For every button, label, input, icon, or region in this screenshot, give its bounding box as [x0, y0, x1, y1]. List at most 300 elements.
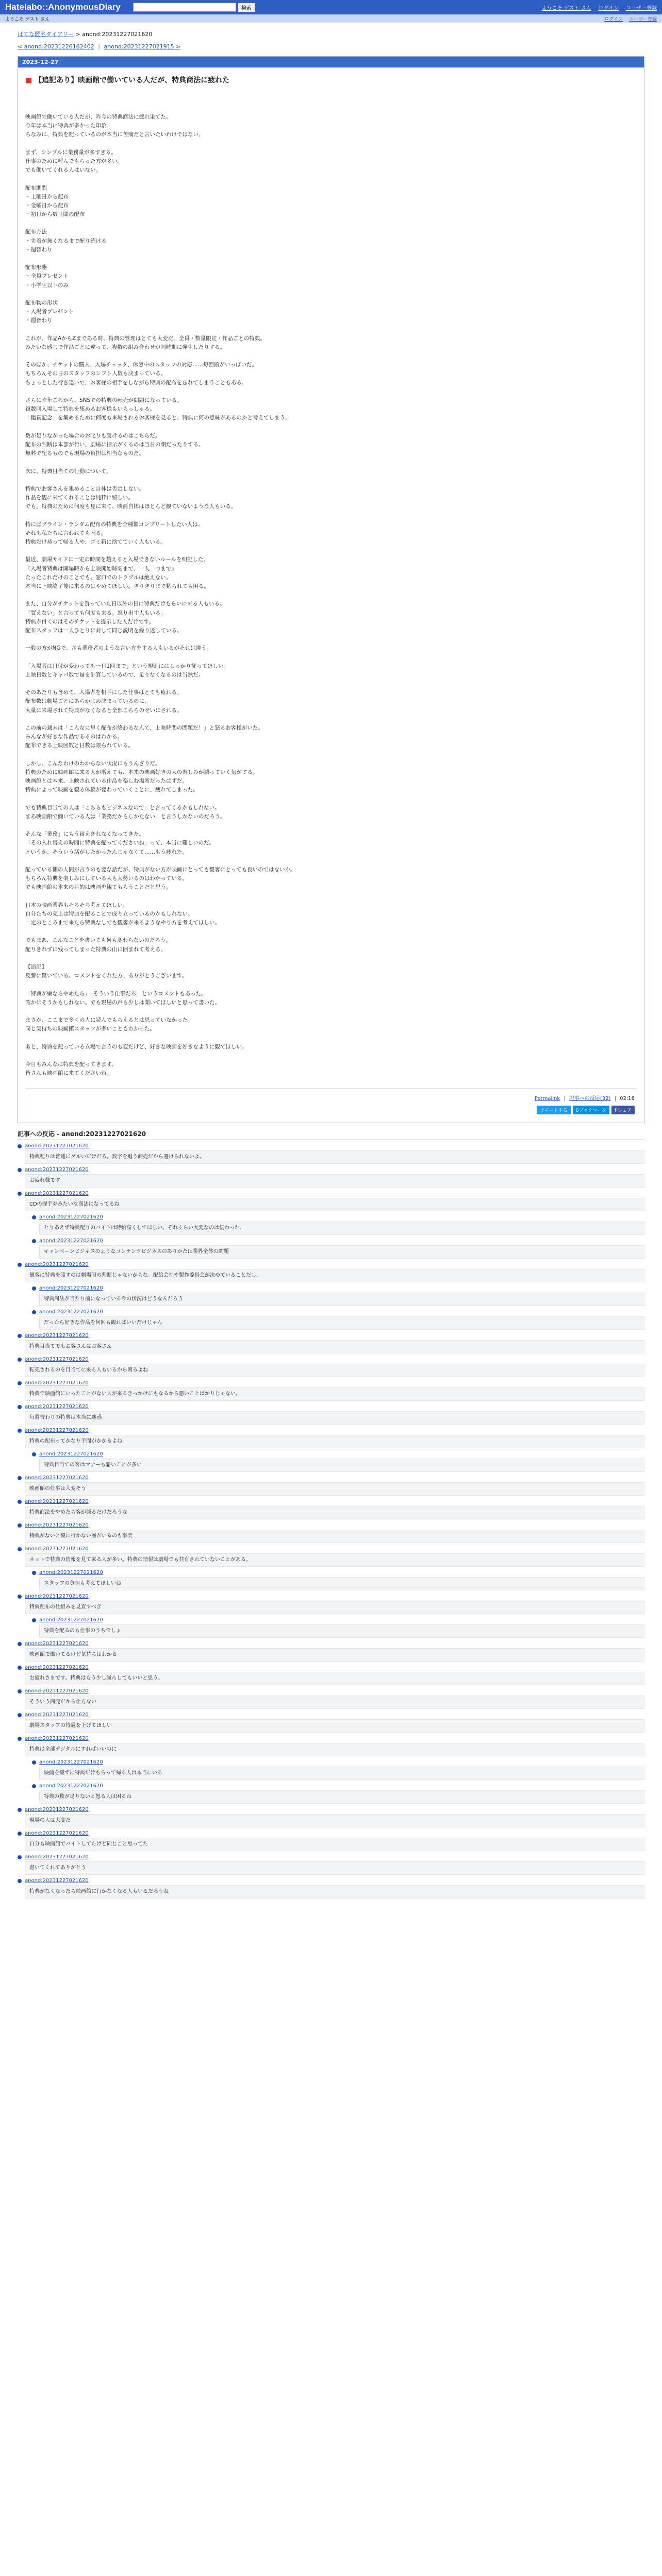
bookmark-reactions-link[interactable]: 記事への反応(32): [569, 1096, 611, 1102]
trackback-excerpt: CDの握手券みたいな商法になってるね: [25, 1198, 644, 1211]
trackback-excerpt: 特典商法をやめたら客が減るだけだろうな: [25, 1506, 644, 1519]
trackback-item: [32, 1309, 644, 1330]
bullet-icon: [18, 1595, 22, 1599]
trackback-head: [18, 1428, 644, 1433]
bullet-icon: [32, 1784, 36, 1788]
bullet-icon: [32, 1452, 36, 1456]
trackback-head: [18, 1641, 644, 1647]
trackback-item: [32, 1570, 644, 1590]
entry-body-line: 仕事のために呼んでもらった方が多い。: [25, 158, 123, 164]
prev-entry-link[interactable]: < anond:20231226162402: [18, 43, 94, 50]
site-logo[interactable]: Hatelabo::AnonymousDiary: [5, 2, 121, 12]
trackback-link[interactable]: anond:20231227021620: [39, 1570, 103, 1576]
trackback-head: [32, 1783, 644, 1789]
title-marker-icon: ■: [25, 76, 32, 84]
trackback-head: [18, 1807, 644, 1812]
bullet-icon: [18, 1405, 22, 1409]
trackback-item: [18, 1878, 644, 1899]
bullet-icon: [32, 1215, 36, 1219]
bullet-icon: [18, 1192, 22, 1196]
entry-body-line: ・入場者プレゼント: [25, 309, 74, 315]
hatena-bookmark-button[interactable]: Bブックマーク: [573, 1106, 610, 1114]
trackback-head: [18, 1712, 644, 1718]
entry-body-line: [25, 892, 637, 901]
bullet-icon: [32, 1618, 36, 1622]
trackback-link[interactable]: anond:20231227021620: [25, 1333, 89, 1339]
entry-body-line: 配布数は劇場ごとにあらかじめ決まっているのに、: [25, 698, 150, 705]
trackback-head: [32, 1285, 644, 1291]
entry-body-line: 配布できる上映回数と日数は限られている。: [25, 742, 134, 749]
entry-body-line: 映画館とは本来、上映されている作品を楽しむ場所だったはずだ。: [25, 778, 188, 785]
trackback-link[interactable]: anond:20231227021620: [39, 1238, 103, 1244]
trackback-item: [18, 1854, 644, 1875]
trackback-head: [32, 1570, 644, 1575]
entry-body-line: 【追記】: [25, 964, 47, 970]
entry-body-line: [25, 591, 637, 600]
trackback-item: [32, 1759, 644, 1780]
entry-body-line: 日本の映画業界もそろそろ考えてほしい。: [25, 902, 128, 908]
bullet-icon: [32, 1239, 36, 1243]
trackback-excerpt: 自分も映画館でバイトしてたけど同じこと思ってた: [25, 1838, 644, 1851]
breadcrumb: [0, 23, 662, 43]
entry-body-line: 今年は本当に特典が多かった印象。: [25, 123, 112, 129]
trackback-excerpt: 特典は全部デジタルにすればいいのに: [25, 1743, 644, 1756]
bullet-icon: [18, 1855, 22, 1859]
entry-body-line: 「入場者は日付が変わっても一日1回まで」という規則にはしっかり従ってほしい。: [25, 663, 229, 669]
entry-body-line: [25, 423, 637, 432]
entry-body-line: [25, 980, 637, 989]
trackback-excerpt: 特典がなくなったら映画館に行かなくなる人もいるだろうね: [25, 1885, 644, 1899]
share-buttons: [25, 1104, 637, 1118]
trackback-head: [18, 1522, 644, 1528]
entry-body-line: [25, 751, 637, 759]
permalink[interactable]: Permalink: [534, 1096, 560, 1102]
breadcrumb-sep: >: [75, 31, 82, 38]
entry-body-line: というか、そういう話がしたかったんじゃなくて……もう疲れた。: [25, 849, 188, 855]
entry-body-line: ちなみに、特典を配っているのが本当に苦痛だと言いたいわけではない。: [25, 131, 204, 138]
trackback-item: [18, 1262, 644, 1282]
bullet-icon: [32, 1571, 36, 1575]
entry-body-line: 大量に来場されて特典がなくなると全部こちらのせいにされる。: [25, 707, 183, 714]
entry-body-line: でも働いてくれる人はいない。: [25, 167, 101, 174]
entry-body-line: 作品を観に来てくれることは純粋に嬉しい。: [25, 495, 134, 501]
trackback-excerpt: スタッフの負担も考えてほしいね: [39, 1577, 644, 1590]
entry-body-line: [25, 219, 637, 228]
bullet-icon: [32, 1310, 36, 1314]
trackback-item: [18, 1380, 644, 1401]
trackback-item: [32, 1783, 644, 1804]
entry-body-line: 今日もみんなに特典を配ってきます。: [25, 1061, 117, 1068]
entry-body-line: 「鑑賞記念」を集めるために何度も来場されるお客様を見ると、特典に何の意味があるのかと考えてしまう。: [25, 415, 291, 421]
entry-title-link[interactable]: 【追記あり】映画館で働いている人だが、特典商法に疲れた: [35, 76, 230, 84]
trackback-head: [18, 1380, 644, 1386]
trackback-head: [18, 1499, 644, 1504]
entry-body-line: 皆さんも映画館に来てくださいね。: [25, 1070, 112, 1077]
entry-body-line: [25, 1034, 637, 1043]
entry-body-line: 配布方法: [25, 229, 47, 235]
trackback-link[interactable]: anond:20231227021620: [39, 1759, 103, 1766]
trackback-head: [18, 1665, 644, 1670]
entry-body-line: [25, 821, 637, 830]
entry-body-line: 本当に上映終了後に来るのはやめてほしい。ぎりぎりまで粘られても困る。: [25, 583, 209, 589]
bullet-icon: [18, 1358, 22, 1362]
trackback-excerpt: そういう商売だから仕方ない: [25, 1696, 644, 1709]
entry-body-line: また、自分がチケットを買っていた日以外の日に特典だけもらいに来る人もいる。: [25, 601, 225, 607]
trackback-item: [32, 1451, 644, 1472]
entry-body-line: まさか、ここまで多くの人に読んでもらえるとは思っていなかった。: [25, 1017, 193, 1024]
entry-body-line: 反響に驚いている。コメントをくれた方、ありがとうございます。: [25, 973, 188, 979]
entry-body-line: [25, 175, 637, 183]
entry-body-line: 配りきれずに残ってしまった特典の山に囲まれて考える。: [25, 946, 166, 953]
entry-body-line: 映画館で働いている人だが、昨今の特典商法に疲れ果てた。: [25, 114, 172, 120]
entry-body-line: 確かにそうかもしれない。でも現場の声も少しは聞いてほしいと思って書いた。: [25, 999, 220, 1006]
trackback-head: [32, 1214, 644, 1220]
entry-body-line: さらに昨年ごろから、SNSでの特典の転売が問題になっている。: [25, 397, 183, 403]
trackback-link[interactable]: anond:20231227021620: [25, 1665, 89, 1671]
bullet-icon: [18, 1429, 22, 1433]
trackback-link[interactable]: anond:20231227021620: [25, 1262, 89, 1268]
trackback-excerpt: 現場の人は大変だ: [25, 1814, 644, 1827]
entry-body-line: もちろんその日のスタッフのシフト人数も決まっている。: [25, 370, 166, 377]
trackback-link[interactable]: anond:20231227021620: [39, 1309, 103, 1315]
entry-body-line: でもまあ、こんなことを書いても何も変わらないのだろう。: [25, 937, 172, 944]
trackback-excerpt: 映画館で働いてるけど気持ちはわかる: [25, 1648, 644, 1662]
header-links: [542, 4, 657, 11]
entry-body-line: ちょっとした行き違いで、お客様の相手をしながら特典の配布を忘れてしまうこともある。: [25, 379, 247, 386]
trackback-link[interactable]: anond:20231227021620: [25, 1143, 89, 1149]
trackback-item: [18, 1475, 644, 1496]
trackback-head: [18, 1736, 644, 1741]
trackback-excerpt: 特典配りは普通にダルいだけだろ。数字を追う商売だから避けられないよ。: [25, 1150, 644, 1164]
entry-body-line: 配布の判断は本部が行い、劇場に指示がくるのは当日の朝だったりする。: [25, 441, 204, 448]
entry-body-line: 特にぱブライン・ランダム配布の特典を全種類コンプリートしたい人は、: [25, 521, 204, 528]
trackback-item: [18, 1831, 644, 1851]
entry-body-line: 無料で配るものでも現場の負担は相当なものだ。: [25, 450, 144, 457]
entry-body-line: [25, 1052, 637, 1060]
trackback-link[interactable]: anond:20231227021620: [25, 1380, 89, 1386]
header-link-welcome[interactable]: ようこそ ゲスト さん: [541, 5, 591, 11]
sub-bar: [0, 14, 662, 23]
trackback-excerpt: 特典を配るのも仕事のうちでしょ: [39, 1624, 644, 1638]
page-nav: [0, 43, 662, 56]
trackback-item: [18, 1807, 644, 1827]
entry-body-line: 特典でお客さんを集めること自体は否定しない。: [25, 485, 144, 492]
entry-body-line: [25, 927, 637, 936]
trackback-head: [18, 1167, 644, 1173]
entry-body-line: あと、特典を配っている立場で言うのも変だけど、好きな映画を好きなように観てほしい。: [25, 1043, 247, 1050]
trackback-item: [18, 1712, 644, 1733]
trackback-item: [32, 1617, 644, 1638]
trackback-head: [18, 1357, 644, 1362]
trackback-head: [32, 1238, 644, 1244]
entry-body-line: [25, 326, 637, 334]
trackback-item: [32, 1214, 644, 1235]
trackback-excerpt: 映画館の仕事は大変そう: [25, 1482, 644, 1496]
bullet-icon: [18, 1808, 22, 1812]
entry-body-line: [25, 954, 637, 963]
entry-body-line: 同じ気持ちの映画館スタッフが多いこともわかった。: [25, 1026, 155, 1032]
entry-body-line: [25, 511, 637, 520]
trackback-link[interactable]: anond:20231227021620: [25, 1357, 89, 1363]
entry-body-line: ・土曜日から配布: [25, 193, 69, 200]
bullet-icon: [18, 1713, 22, 1717]
entry-body-line: 配っている側の人間が言うのも変な話だが、特典がない方が映画にとっても観客にとっても良いのではないか。: [25, 866, 296, 873]
trackback-list: [18, 1143, 644, 1899]
bullet-icon: [18, 1689, 22, 1693]
bullet-icon: [18, 1642, 22, 1646]
entry-body-line: 自分たちの売上は特典を配ることで成り立っているのかもしれない。: [25, 910, 193, 917]
trackback-link[interactable]: anond:20231227021620: [39, 1451, 103, 1458]
trackback-excerpt: 特典の数が足りないと怒る人は困るね: [39, 1790, 644, 1804]
entry-body-line: [25, 857, 637, 866]
trackback-head: [18, 1831, 644, 1836]
trackback-head: [18, 1878, 644, 1884]
entry-body: [25, 113, 637, 1078]
entry-body-line: [25, 680, 637, 688]
page-nav-sep: |: [98, 43, 101, 50]
header-link-register[interactable]: ユーザー登録: [626, 5, 657, 11]
entry-body-line: それも私たちに言われても困る。: [25, 530, 107, 536]
entry-body-line: でも特典目当ての人は「こちらもビジネスなので」と言ってくるかもしれない。: [25, 804, 220, 811]
trackback-link[interactable]: anond:20231227021620: [25, 1688, 89, 1694]
entry-body-line: 一般の方がNGで、さも業務者のような言い方をする人もいるがそれは違う。: [25, 645, 212, 652]
bullet-icon: [18, 1879, 22, 1883]
entry-body-line: [25, 458, 637, 467]
entry-body-line: 「特典が嫌ならやめたら」「そういう仕事だろ」というコメントもあった。: [25, 990, 207, 997]
entry-body-line: そのあたりも含めて、入場者を相手にした仕事はとても疲れる。: [25, 689, 183, 696]
trackback-excerpt: とりあえず特典配りのバイトは時給高くしてほしい。それくらい大変なのは伝わった。: [39, 1222, 644, 1235]
trackback-link[interactable]: anond:20231227021620: [25, 1854, 89, 1860]
trackback-link[interactable]: anond:20231227021620: [25, 1499, 89, 1505]
trackback-link[interactable]: anond:20231227021620: [25, 1191, 89, 1197]
entry-body-line: みんなが好きな作品であるのはわかる。: [25, 734, 123, 740]
entry-body-line: これが、作品AからZまである時、特典の管理はとても大変だ。全員・数量限定・作品ごとの特典。: [25, 335, 266, 342]
trackback-excerpt: 観客に特典を渡すのは劇場側の判断じゃないからな。配給会社や製作委員会が決めていることだし。: [25, 1269, 644, 1282]
trackback-head: [18, 1191, 644, 1196]
bullet-icon: [18, 1737, 22, 1741]
entry-body-line: 次に、特典目当ての行動について。: [25, 468, 112, 474]
bullet-icon: [32, 1286, 36, 1291]
welcome-text: ようこそ ゲスト さん: [5, 16, 50, 22]
entry-body-line: [25, 715, 637, 724]
bullet-icon: [18, 1381, 22, 1385]
trackback-item: [32, 1285, 644, 1306]
trackback-head: [18, 1475, 644, 1481]
trackback-head: [32, 1309, 644, 1315]
search-form: [133, 3, 255, 12]
entry-body-line: 配布スタッフは一人ひとりに対して同じ説明を繰り返している。: [25, 627, 183, 634]
facebook-share-button[interactable]: f シェア: [611, 1106, 635, 1114]
trackback-excerpt: 映画を観ずに特典だけもらって帰る人は本当にいる: [39, 1767, 644, 1780]
trackback-item: [18, 1736, 644, 1756]
trackback-item: [18, 1333, 644, 1353]
entry-body-line: [25, 387, 637, 396]
tweet-button[interactable]: ツイートする: [537, 1106, 570, 1114]
entry-body-line: ・金曜日から配布: [25, 202, 69, 209]
trackback-head: [18, 1854, 644, 1860]
trackback-item: [32, 1238, 644, 1259]
entry-body-line: そんな「業務」にもう耐えきれなくなってきた。: [25, 831, 144, 838]
trackback-item: [18, 1191, 644, 1211]
trackback-link[interactable]: anond:20231227021620: [25, 1167, 89, 1173]
trackback-item: [18, 1641, 644, 1662]
trackback-link[interactable]: anond:20231227021620: [39, 1285, 103, 1292]
trackback-excerpt: キャンペーンビジネスのようなコンテンツビジネスのありかたは業界全体の問題: [39, 1245, 644, 1259]
trackback-item: [18, 1143, 644, 1164]
trackback-link[interactable]: anond:20231227021620: [39, 1783, 103, 1789]
trackback-excerpt: 特典商法が当たり前になっている今の状況はどうなんだろう: [39, 1293, 644, 1306]
trackback-link[interactable]: anond:20231227021620: [39, 1214, 103, 1221]
trackback-link[interactable]: anond:20231227021620: [25, 1475, 89, 1481]
entry-body-line: [25, 794, 637, 803]
trackback-item: [18, 1688, 644, 1709]
entry-body-line: でも映画館の本来の目的は映画を観てもらうことだと思う。: [25, 884, 172, 891]
entry-body-line: まあ映画館で働いている人は「業務だからしかたない」と言うしかないのだろう。: [25, 813, 226, 820]
entry-body-line: ・先着が無くなるまで配り続ける: [25, 238, 107, 244]
trackback-excerpt: 特典配布の仕組みを見直すべき: [25, 1601, 644, 1614]
trackback-link[interactable]: anond:20231227021620: [25, 1546, 89, 1552]
trackback-head: [18, 1333, 644, 1338]
trackback-excerpt: 特典で映画館にいったことがない人が来るきっかけにもなるから悪いことばかりじゃない。: [25, 1387, 644, 1401]
trackback-excerpt: 特典目当ての客はマナーも悪いことが多い: [39, 1459, 644, 1472]
entry-body-line: 配布物の形状: [25, 299, 58, 306]
entry-body-line: 複数回入場して特典を集めるお客様もいらっしゃる。: [25, 406, 155, 413]
trackback-excerpt: 特典がないと観に行かない層がいるのも事実: [25, 1530, 644, 1543]
trackback-head: [32, 1451, 644, 1457]
entry-body-line: 数が足りなかった場合のお叱りも受けるのはこちらだ。: [25, 432, 161, 439]
bullet-icon: [18, 1476, 22, 1480]
bullet-icon: [18, 1547, 22, 1551]
register-link[interactable]: ユーザー登録: [628, 16, 657, 22]
entry-body-line: 一定のところまで来たら特典なしでも観客が来るようなやり方を考えてほしい。: [25, 920, 220, 926]
trackback-excerpt: 転売されるのを目当てに来る人もいるから困るよね: [25, 1364, 644, 1377]
trackback-item: [18, 1499, 644, 1519]
top-bar: [0, 0, 662, 14]
entry-body-line: 『入場者特典は開場時から上映開始時刻まで、一人一つまで』: [25, 565, 177, 572]
bullet-icon: [18, 1500, 22, 1504]
header-link-login[interactable]: ログイン: [598, 5, 619, 11]
bullet-icon: [18, 1144, 22, 1148]
entry-footer: Permalink | 記事への反応(32) | 02:16: [25, 1088, 637, 1104]
bullet-icon: [18, 1168, 22, 1172]
breadcrumb-current: anond:20231227021620: [82, 31, 153, 38]
trackback-item: [18, 1522, 644, 1543]
next-entry-link[interactable]: anond:20231227021915 >: [104, 43, 181, 50]
trackback-link[interactable]: anond:20231227021620: [25, 1641, 89, 1647]
bullet-icon: [18, 1263, 22, 1267]
entry-body-line: [25, 653, 637, 662]
trackback-link[interactable]: anond:20231227021620: [25, 1404, 89, 1410]
trackback-excerpt: お疲れ様です: [25, 1174, 644, 1188]
trackback-head: [32, 1617, 644, 1623]
trackback-excerpt: 特典の配布ってかなり手間がかかるよね: [25, 1435, 644, 1448]
breadcrumb-parent[interactable]: はてな匿名ダイアリー: [18, 31, 74, 38]
login-link[interactable]: ログイン: [604, 16, 623, 22]
entry-body-line: たったこれだけのことでも、窓口でのトラブルは絶えない。: [25, 574, 172, 581]
trackback-head: [18, 1688, 644, 1694]
trackback-link[interactable]: anond:20231227021620: [25, 1736, 89, 1742]
trackback-excerpt: だったら好きな作品を何回も観ればいいだけじゃん: [39, 1316, 644, 1330]
trackback-item: [18, 1167, 644, 1188]
trackback-head: [18, 1404, 644, 1410]
trackback-excerpt: 毎週替わりの特典は本当に迷惑: [25, 1411, 644, 1425]
entry-title: [25, 75, 637, 85]
entry-body-line: ・週替わり: [25, 317, 53, 324]
entry-body-line: この前の週末は「こんなに早く配布が終わるなんて、上映時間の問題だ！」と怒るお客様がいた。: [25, 724, 263, 731]
entry-body-line: [25, 635, 637, 644]
entry-body-line: [25, 290, 637, 299]
trackback-link[interactable]: anond:20231227021620: [25, 1712, 89, 1718]
entry-body-line: ・小学生以下のみ: [25, 282, 69, 289]
trackback-item: [18, 1428, 644, 1448]
bullet-icon: [18, 1666, 22, 1670]
trackback-head: [18, 1546, 644, 1552]
trackback-head: [18, 1594, 644, 1599]
entry-body-line: 最近、劇場サイドに一定の時間を超えると入場できないルールを明記した。: [25, 556, 209, 563]
trackback-head: [18, 1262, 644, 1267]
trackback-link[interactable]: anond:20231227021620: [25, 1831, 89, 1837]
trackback-item: [18, 1357, 644, 1377]
bullet-icon: [18, 1334, 22, 1338]
entry-body-line: もちろん特典を楽しみにしている人も大勢いるのはわかっている。: [25, 875, 188, 882]
entry-body-line: 特典のために映画館に来る人が増えても、本来の映画好きの人の楽しみが減っていく気がする。: [25, 769, 258, 775]
trackback-item: [18, 1665, 644, 1685]
entry-body-line: ・週替わり: [25, 246, 53, 253]
search-button[interactable]: 検索: [238, 3, 255, 12]
trackback-item: [18, 1546, 644, 1567]
entry-body-line: 特典だけ持って帰る人や、ゴミ箱に捨てていく人もいる。: [25, 539, 166, 545]
entry-body-line: 「買えない」と言っても何度も来る。怒り出す人もいる。: [25, 609, 166, 616]
entry-body-line: みたいな感じで作品ごとに違って、複数の組み合わせが同時期に発生したりする。: [25, 344, 226, 350]
entry-body-line: [25, 476, 637, 485]
entry-body-line: [25, 1007, 637, 1016]
trackback-link[interactable]: anond:20231227021620: [25, 1807, 89, 1813]
entry-date: 2023-12-27: [18, 57, 644, 67]
trackback-head: [32, 1759, 644, 1765]
trackback-link[interactable]: anond:20231227021620: [39, 1617, 103, 1623]
entry-body-line: まず、シンプルに業務量が多すぎる。: [25, 149, 117, 156]
entry-body-line: 上映日数とキャパ数で量を計算しているので、足りなくなるのは当然だ。: [25, 671, 204, 678]
trackback-heading: 記事への反応 - anond:20231227021620: [18, 1129, 644, 1140]
bullet-icon: [32, 1760, 36, 1765]
entry-body-line: [25, 352, 637, 361]
bullet-icon: [18, 1832, 22, 1836]
trackback-item: [18, 1404, 644, 1425]
trackback-link[interactable]: anond:20231227021620: [25, 1522, 89, 1529]
entry-body-line: 特典が付くのはそのチケットを提示した人だけです。: [25, 618, 155, 625]
entry-body-line: ・初日から数日間の配布: [25, 211, 85, 218]
entry-body-line: [25, 255, 637, 263]
trackback-item: [18, 1594, 644, 1614]
bullet-icon: [18, 1523, 22, 1528]
trackback-link[interactable]: anond:20231227021620: [25, 1428, 89, 1434]
search-input[interactable]: [133, 3, 236, 12]
entry-body-line: そのほか、チケットの購入、入場チェック、休憩中のスタッフの対応……毎回頭がいっぱいだ。: [25, 362, 257, 368]
entry-body-line: でも、特典のために何度も見に来て、映画自体はほとんど観ていないような人もいる。: [25, 503, 237, 510]
entry-body-line: [25, 140, 637, 148]
entry: [18, 56, 644, 1123]
trackback-excerpt: お疲れさまです。特典はもう少し減らしてもいいと思う。: [25, 1672, 644, 1685]
entry-body-line: ・全員プレゼント: [25, 273, 69, 280]
trackback-link[interactable]: anond:20231227021620: [25, 1594, 89, 1600]
trackback-excerpt: ネットで特典の情報を見て来る人が多い。特典の情報は劇場でも共有されていないことがある。: [25, 1553, 644, 1567]
entry-body-line: しかし、こんなわけのわからない状況にもうんざりだ。: [25, 760, 161, 767]
trackback-excerpt: 劇場スタッフの待遇を上げてほしい: [25, 1719, 644, 1733]
entry-time: 02:16: [620, 1096, 635, 1102]
trackback-link[interactable]: anond:20231227021620: [25, 1878, 89, 1884]
trackback-excerpt: 特典目当てでもお客さんはお客さん: [25, 1340, 644, 1353]
trackback-excerpt: 書いてくれてありがとう: [25, 1861, 644, 1875]
